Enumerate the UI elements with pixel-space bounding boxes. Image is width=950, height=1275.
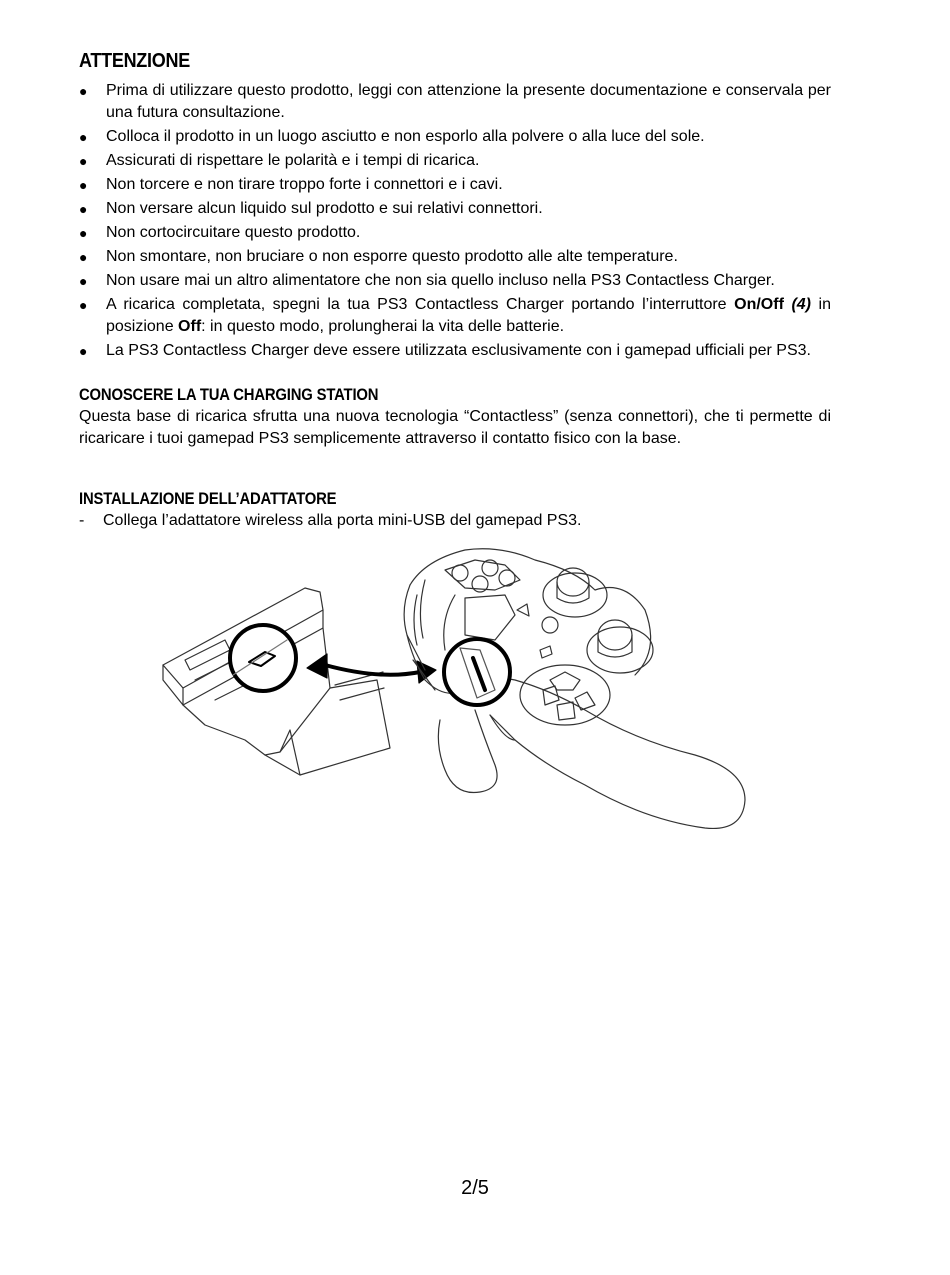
list-item: ● Non smontare, non bruciare o non esporre questo prodotto alle alte temperature. xyxy=(79,248,678,265)
installazione-title: INSTALLAZIONE DELL’ADATTATORE xyxy=(79,490,337,508)
double-arrow-icon xyxy=(307,654,436,683)
list-item: ● Colloca il prodotto in un luogo asciutto e non esporlo alla polvere o alla luce del sole. xyxy=(79,128,705,145)
attenzione-list xyxy=(79,80,831,362)
page-content xyxy=(79,48,831,532)
list-item: ● Non torcere e non tirare troppo forte i connettori e i cavi. xyxy=(79,176,503,193)
list-item: ● Non versare alcun liquido sul prodotto e sui relativi connettori. xyxy=(79,200,543,217)
list-item: ● Non cortocircuitare questo prodotto. xyxy=(79,224,361,241)
list-item: ● Prima di utilizzare questo prodotto, leggi con attenzione la presente documentazione e conservala per una futura consultazione. xyxy=(79,82,831,121)
list-item: ● Assicurati di rispettare le polarità e i tempi di ricarica. xyxy=(79,152,480,169)
gamepad-icon xyxy=(404,549,745,829)
installazione-step: - Collega l’adattatore wireless alla porta mini-USB del gamepad PS3. xyxy=(79,512,582,529)
conoscere-body: Questa base di ricarica sfrutta una nuova tecnologia “Contactless” (senza connettori), che ti permette di ricaricare i tuoi gamepad PS3 semplicemente attraverso il contatto fisico con la base. xyxy=(79,408,831,447)
page-number: 2/5 xyxy=(461,1177,489,1199)
adapter-icon xyxy=(163,588,390,775)
adapter-gamepad-illustration xyxy=(155,540,755,840)
conoscere-title: CONOSCERE LA TUA CHARGING STATION xyxy=(79,386,379,404)
list-item: ● A ricarica completata, spegni la tua PS3 Contactless Charger portando l’interruttore On/Off (4) in posizione Off: in questo modo, prolungherai la vita delle batterie. xyxy=(79,296,831,335)
list-item: ● La PS3 Contactless Charger deve essere utilizzata esclusivamente con i gamepad ufficiali per PS3. xyxy=(79,342,811,359)
attenzione-title: ATTENZIONE xyxy=(79,50,190,72)
list-item: ● Non usare mai un altro alimentatore che non sia quello incluso nella PS3 Contactless Charger. xyxy=(79,272,775,289)
